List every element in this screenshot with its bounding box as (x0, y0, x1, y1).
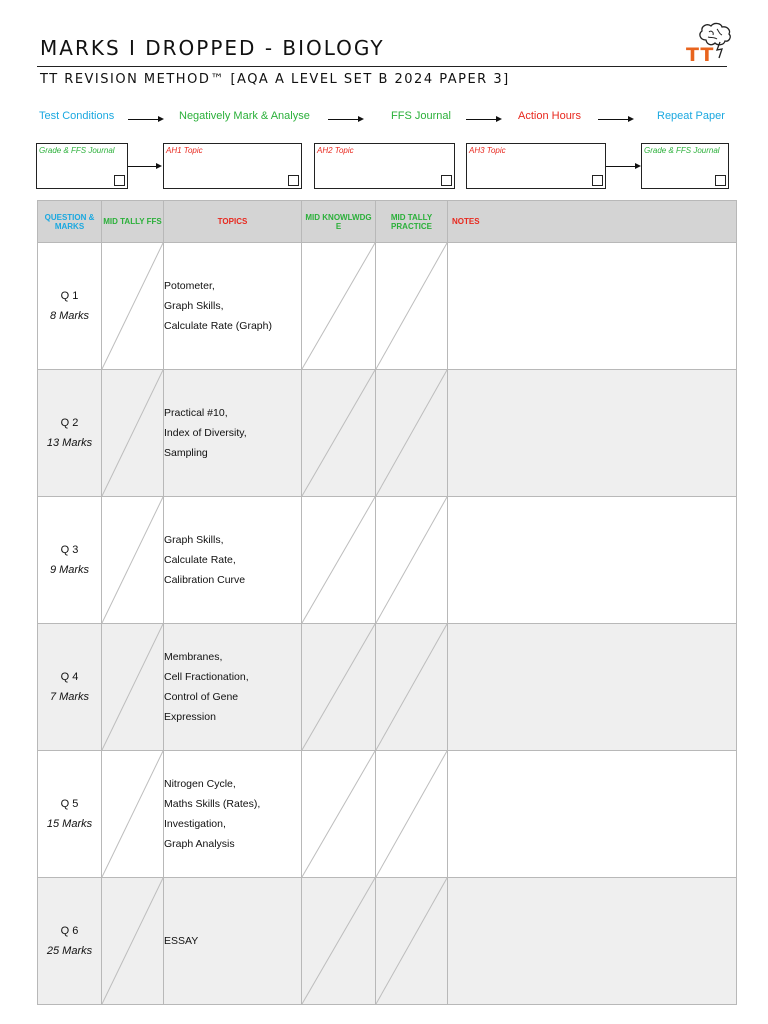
notes-cell[interactable] (448, 497, 737, 624)
topic-box[interactable] (163, 143, 302, 189)
topic-line: Control of Gene (164, 691, 239, 703)
diagonal-divider (376, 751, 447, 877)
box-label: AH3 Topic (469, 146, 506, 155)
arrow-right-icon (466, 119, 500, 120)
table-row (38, 878, 737, 1005)
workflow-step: Repeat Paper (657, 110, 725, 122)
header-mid-tally-ffs: MID TALLY FFS (102, 201, 164, 243)
checkbox-square-icon[interactable] (288, 175, 299, 186)
box-label: Grade & FFS Journal (644, 146, 720, 155)
box-label: Grade & FFS Journal (39, 146, 115, 155)
question-cell (38, 878, 102, 1005)
header-question-marks: QUESTION & MARKS (38, 201, 102, 243)
diagonal-divider (102, 878, 163, 1004)
notes-cell[interactable] (448, 878, 737, 1005)
arrow-right-icon (606, 166, 639, 167)
mid-knowledge-cell[interactable] (302, 243, 376, 370)
question-marks: 13 Marks (46, 437, 93, 449)
mid-tally-ffs-cell[interactable] (102, 243, 164, 370)
notes-cell[interactable] (448, 624, 737, 751)
page-title: MARKS I DROPPED - BIOLOGY (40, 36, 385, 60)
workflow-step: Negatively Mark & Analyse (179, 110, 310, 122)
mid-knowledge-cell[interactable] (302, 370, 376, 497)
marks-table (37, 200, 737, 1005)
topics-cell (164, 878, 302, 1005)
box-label: AH2 Topic (317, 146, 354, 155)
question-number: Q 1 (60, 290, 79, 302)
topics-cell (164, 243, 302, 370)
mid-tally-practice-cell[interactable] (376, 751, 448, 878)
diagonal-divider (302, 878, 375, 1004)
mid-tally-ffs-cell[interactable] (102, 624, 164, 751)
box-label: AH1 Topic (166, 146, 203, 155)
mid-tally-practice-cell[interactable] (376, 370, 448, 497)
table-row (38, 624, 737, 751)
checkbox-square-icon[interactable] (441, 175, 452, 186)
mid-knowledge-cell[interactable] (302, 751, 376, 878)
mid-knowledge-cell[interactable] (302, 878, 376, 1005)
diagonal-divider (302, 624, 375, 750)
mid-tally-practice-cell[interactable] (376, 243, 448, 370)
topic-line: Index of Diversity, (164, 427, 247, 439)
diagonal-divider (102, 497, 163, 623)
diagonal-divider (376, 624, 447, 750)
header-notes: NOTES (448, 201, 737, 243)
diagonal-divider (102, 370, 163, 496)
topic-line: Potometer, (164, 280, 215, 292)
arrow-right-icon (128, 166, 160, 167)
topics-cell (164, 624, 302, 751)
topic-line: Practical #10, (164, 407, 228, 419)
mid-tally-practice-cell[interactable] (376, 497, 448, 624)
logo-text: TT (686, 44, 715, 66)
topic-line: Cell Fractionation, (164, 671, 249, 683)
topic-line: Calculate Rate, (164, 554, 236, 566)
question-number: Q 4 (60, 671, 79, 683)
question-number: Q 2 (60, 417, 79, 429)
question-marks: 15 Marks (46, 818, 93, 830)
question-number: Q 3 (60, 544, 79, 556)
table-row (38, 370, 737, 497)
workflow-step: FFS Journal (391, 110, 451, 122)
topic-line: Membranes, (164, 651, 223, 663)
checkbox-square-icon[interactable] (592, 175, 603, 186)
arrow-right-icon (128, 119, 162, 120)
question-cell (38, 624, 102, 751)
topics-cell (164, 370, 302, 497)
topics-cell (164, 751, 302, 878)
diagonal-divider (302, 497, 375, 623)
question-cell (38, 497, 102, 624)
notes-cell[interactable] (448, 751, 737, 878)
topic-line: Graph Skills, (164, 300, 224, 312)
mid-tally-ffs-cell[interactable] (102, 751, 164, 878)
question-cell (38, 370, 102, 497)
page-subtitle: TT REVISION METHOD™ [AQA A LEVEL SET B 2024 PAPER 3] (40, 72, 510, 87)
header-mid-knowledge: MID KNOWLWDG E (302, 201, 376, 243)
topic-line: ESSAY (164, 935, 199, 947)
diagonal-divider (102, 624, 163, 750)
table-row (38, 751, 737, 878)
topic-line: Maths Skills (Rates), (164, 798, 261, 810)
question-marks: 9 Marks (49, 564, 90, 576)
topic-line: Investigation, (164, 818, 226, 830)
mid-knowledge-cell[interactable] (302, 497, 376, 624)
topic-line: Sampling (164, 447, 208, 459)
question-marks: 7 Marks (49, 691, 90, 703)
question-number: Q 5 (60, 798, 79, 810)
mid-tally-practice-cell[interactable] (376, 624, 448, 751)
arrow-right-icon (328, 119, 362, 120)
journal-box[interactable] (641, 143, 729, 189)
topic-line: Expression (164, 711, 216, 723)
topic-box[interactable] (466, 143, 606, 189)
question-marks: 8 Marks (49, 310, 90, 322)
diagonal-divider (102, 751, 163, 877)
diagonal-divider (376, 243, 447, 369)
table-row (38, 243, 737, 370)
topic-line: Graph Analysis (164, 838, 235, 850)
mid-tally-ffs-cell[interactable] (102, 497, 164, 624)
table-header-row (38, 201, 737, 243)
notes-cell[interactable] (448, 370, 737, 497)
topics-cell (164, 497, 302, 624)
checkbox-square-icon[interactable] (715, 175, 726, 186)
mid-knowledge-cell[interactable] (302, 624, 376, 751)
topic-line: Calculate Rate (Graph) (164, 320, 272, 332)
mid-tally-ffs-cell[interactable] (102, 878, 164, 1005)
arrow-right-icon (598, 119, 632, 120)
topic-line: Nitrogen Cycle, (164, 778, 236, 790)
header-mid-tally-practice: MID TALLY PRACTICE (376, 201, 448, 243)
table-row (38, 497, 737, 624)
header-topics: TOPICS (164, 201, 302, 243)
diagonal-divider (302, 370, 375, 496)
diagonal-divider (376, 878, 447, 1004)
diagonal-divider (102, 243, 163, 369)
topic-line: Calibration Curve (164, 574, 246, 586)
question-marks: 25 Marks (46, 945, 93, 957)
checkbox-square-icon[interactable] (114, 175, 125, 186)
topic-line: Graph Skills, (164, 534, 224, 546)
question-cell (38, 751, 102, 878)
notes-cell[interactable] (448, 243, 737, 370)
title-rule (37, 66, 727, 67)
question-cell (38, 243, 102, 370)
mid-tally-practice-cell[interactable] (376, 878, 448, 1005)
mid-tally-ffs-cell[interactable] (102, 370, 164, 497)
question-number: Q 6 (60, 925, 79, 937)
workflow-step: Action Hours (518, 110, 581, 122)
workflow-step: Test Conditions (39, 110, 115, 122)
topic-box[interactable] (314, 143, 455, 189)
diagonal-divider (376, 370, 447, 496)
journal-box[interactable] (36, 143, 128, 189)
diagonal-divider (376, 497, 447, 623)
diagonal-divider (302, 751, 375, 877)
diagonal-divider (302, 243, 375, 369)
